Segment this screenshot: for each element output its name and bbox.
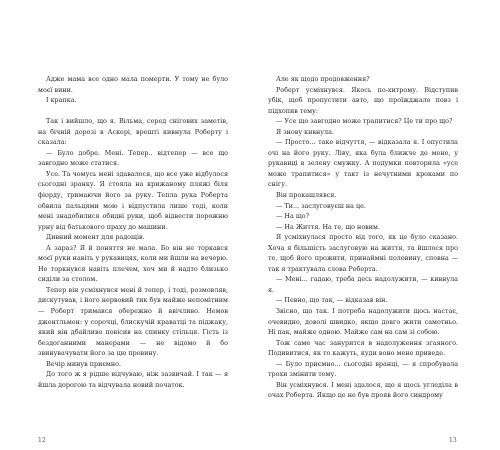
paragraph: Тепер він усміхнувся мені й тепер, і тоді, розмовляв, дискутував, і його нервовий тик був майже непомітним — Роберт тримався обережно й ввічливо. Немов джентльмен: у сорочці, блискучій краватці та піджаку, який він дбайливо повісив на спинку стільця. Гість із бездоганними манерами — не відомо й бо звинувачувати його за цю провину. [38,285,228,358]
left-page-number: 12 [38,437,46,444]
left-page-text [38,74,228,390]
paragraph: Дивний момент для радощів. [46,233,145,242]
paragraph: — На Життя. На те, що новим. [276,222,381,231]
paragraph: — Просто... таке відчуття, — відказала я. І опустила очі на його руку. Ліву, яка була ближче до мене, у рукавиці в зелену смужку. А подумки повторила «усе може трапитися» у такт із нечутними кроками по снігу. [268,138,458,189]
paragraph: Адже мама все одно мала померти. У тому не було моєї вини. [38,75,228,94]
paragraph: Так і вийшло, що я. Вільма, серед снігових заметів, на бічній дорозі в Аскері, врешті кивнула Роберту і сказала: [38,117,228,147]
paragraph: — Певно, що так, — відказав він. [276,296,388,305]
paragraph: А зараз? Я й поняття не мала. Бо він не торкався моєї руки навіть у рукавицях, коли ми йшли на вечерю. Не торкнувся навіть плечем, хоч ми й надто близько сиділи за столом. [38,243,228,284]
paragraph: Я усміхнулася просто від того, як це було сказано. Хоча я більшість заслуговую на життя, та йшлося про те, щоб його прожити, принаймні половину, сповна — так я трактувала слова Роберта. [268,233,458,273]
paragraph: — Ти... заслуговуєш на це. [276,201,366,210]
paragraph: Роберт усміхнувся. Якось по-хитрому. Відступив убік, щоб пропустити авто, що проїжджало повз і підхопив тему: [268,85,458,115]
paragraph: Але як щодо продовження? [276,75,370,83]
paragraph: — На що? [276,212,310,221]
paragraph: До того ж я рідше відчуваю, ніж зазвичай. І так — я йшла дорогою та відчувала новий початок. [38,370,228,389]
paragraph: Тож саме час занурится в надолуження згаяного. Подивитися, як то кажуть, куди воно мене приведе. [268,338,458,358]
paragraph: Він усміхнувся. І мені здалося, що я щось угледіла в очах Роберта. Якщо це не був прояв його синдрому [268,380,458,400]
paragraph: — Мені... гадаю, треба десь надолужити, — кивнула я. [268,275,458,294]
paragraph: Він прокашлявся. [276,191,337,200]
paragraph: — Усе що завгодно може трапитися? Це ти про що? [276,117,453,126]
paragraph: Звісно, що так. І потреба надолужити щось настає, очевидно, доволі швидко, якщо довго жити самотньо. Ні пак, майже одною. Майже сам на сам зі собою. [268,307,458,337]
paragraph: Вечір минув приємно. [46,359,122,368]
paragraph: Усе. Та чомусь мені здавалося, що все уже відбулося сьогодні зранку. Я стояла на крижаному пляжі біля фіорду, тримаючи його за руку. Тепла рука Роберта обвила пальцями мою і відпустила лише тоді, коли мені знадобилися обидві руки, щоб відвести порожню урну від батькового праху до машини. [38,169,228,231]
paragraph: Я знову кивнула. [276,127,334,136]
paragraph: І крапка. [46,96,77,105]
right-page-text [268,74,458,401]
paragraph: — Було приємно... сьогодні вранці, — я спробувала трохи змінити тему. [268,359,458,379]
right-page-number: 13 [449,437,457,444]
paragraph: — Було добре. Мені. Тепер.. відтепер — все що завгодно може статися. [38,148,228,168]
